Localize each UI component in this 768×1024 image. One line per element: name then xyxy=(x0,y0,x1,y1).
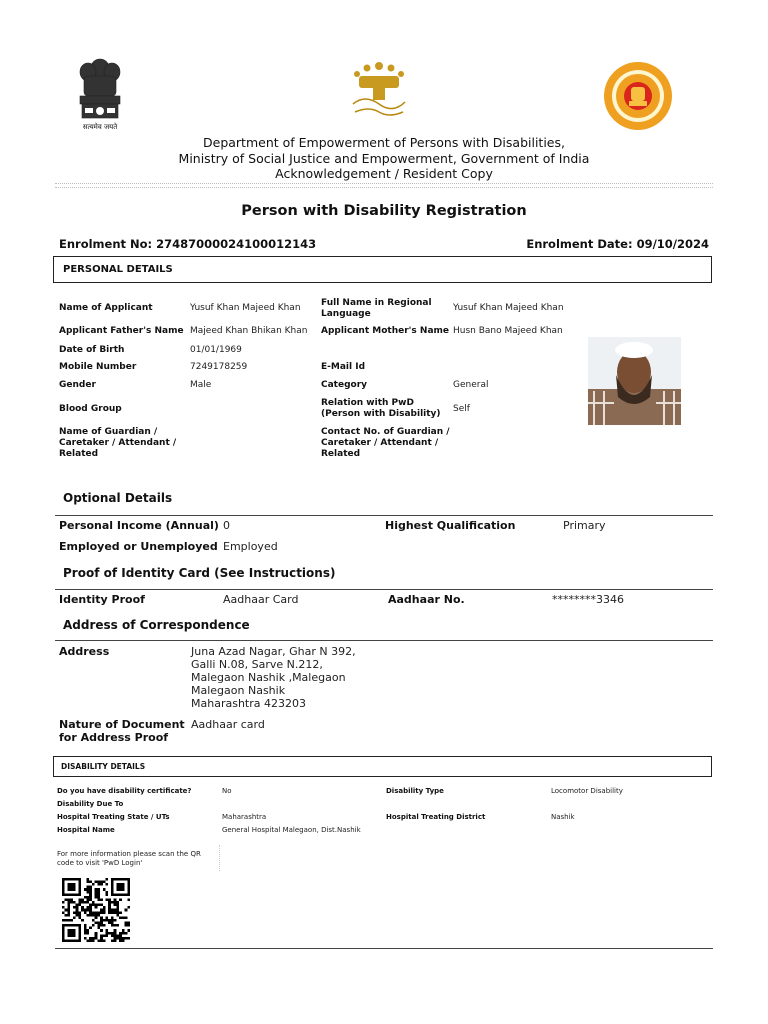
state-seal-logo xyxy=(601,61,675,131)
hospital-district-label: Hospital Treating District xyxy=(386,813,486,821)
relation-label: Relation with PwD (Person with Disability) xyxy=(321,398,441,419)
mobile-label: Mobile Number xyxy=(59,362,137,372)
applicant-name-label: Name of Applicant xyxy=(59,303,153,313)
aadhaar-value: ********3346 xyxy=(552,593,624,606)
hospital-name-label: Hospital Name xyxy=(57,826,115,834)
dob-label: Date of Birth xyxy=(59,345,125,355)
address-doc-value: Aadhaar card xyxy=(191,718,265,731)
certificate-label: Do you have disability certificate? xyxy=(57,787,192,795)
qr-note: For more information please scan the QR code to visit 'PwD Login' xyxy=(57,850,201,867)
regional-name-label: Full Name in Regional Language xyxy=(321,298,432,319)
category-label: Category xyxy=(321,380,368,390)
mobile-value: 7249178259 xyxy=(190,362,248,372)
divider xyxy=(219,845,220,871)
email-label: E-Mail Id xyxy=(321,362,366,372)
hospital-name-value: General Hospital Malegaon, Dist.Nashik xyxy=(222,826,361,834)
address-doc-label-1: Nature of Document xyxy=(59,718,185,731)
address-line-4: Malegaon Nashik xyxy=(191,684,286,697)
disability-due-label: Disability Due To xyxy=(57,800,124,808)
section-heading: DISABILITY DETAILS xyxy=(61,762,146,771)
certificate-value: No xyxy=(222,787,232,795)
guardian-contact-label: Contact No. of Guardian / Caretaker / Attendant / Related xyxy=(321,427,450,459)
page-title: Person with Disability Registration xyxy=(241,203,527,219)
mother-name-label: Applicant Mother's Name xyxy=(321,326,449,336)
regional-name-value: Yusuf Khan Majeed Khan xyxy=(453,303,564,313)
father-name-label: Applicant Father's Name xyxy=(59,326,184,336)
disability-type-value: Locomotor Disability xyxy=(551,787,623,795)
address-doc-label-2: for Address Proof xyxy=(59,731,169,744)
father-name-value: Majeed Khan Bhikan Khan xyxy=(190,326,308,336)
address-line-3: Malegaon Nashik ,Malegaon xyxy=(191,671,346,684)
income-value: 0 xyxy=(223,519,230,532)
identity-proof-value: Aadhaar Card xyxy=(223,593,299,606)
income-label: Personal Income (Annual) xyxy=(59,519,219,532)
identity-proof-label: Identity Proof xyxy=(59,593,145,606)
applicant-name-value: Yusuf Khan Majeed Khan xyxy=(190,303,301,313)
section-heading: PERSONAL DETAILS xyxy=(63,264,173,275)
enrolment-date: Enrolment Date: 09/10/2024 xyxy=(526,237,709,251)
gender-value: Male xyxy=(190,380,212,390)
address-heading: Address of Correspondence xyxy=(63,618,250,632)
category-value: General xyxy=(453,380,489,390)
disability-details-header xyxy=(53,756,712,777)
divider xyxy=(55,187,713,188)
qualification-value: Primary xyxy=(563,519,606,532)
employment-value: Employed xyxy=(223,540,278,553)
enrolment-number: Enrolment No: 27487000024100012143 xyxy=(59,237,317,251)
divider xyxy=(55,948,713,949)
optional-details-heading: Optional Details xyxy=(63,491,173,505)
employment-label: Employed or Unemployed xyxy=(59,540,218,553)
applicant-photo xyxy=(588,337,681,425)
copy-type-line: Acknowledgement / Resident Copy xyxy=(275,166,493,181)
aadhaar-label: Aadhaar No. xyxy=(388,593,465,606)
address-line-5: Maharashtra 423203 xyxy=(191,697,306,710)
hospital-state-value: Maharashtra xyxy=(222,813,267,821)
divider xyxy=(55,589,713,590)
dob-value: 01/01/1969 xyxy=(190,345,242,355)
department-line-2: Ministry of Social Justice and Empowerment, Government of India xyxy=(178,151,590,166)
qualification-label: Highest Qualification xyxy=(385,519,516,532)
guardian-name-label: Name of Guardian / Caretaker / Attendant / Related xyxy=(59,427,177,459)
address-label: Address xyxy=(59,645,110,658)
hospital-state-label: Hospital Treating State / UTs xyxy=(57,813,170,821)
gender-label: Gender xyxy=(59,380,96,390)
divider xyxy=(55,515,713,516)
qr-code[interactable] xyxy=(62,878,130,942)
center-seal-logo xyxy=(345,60,413,122)
emblem-motto: सत्यमेव जयते xyxy=(82,123,118,131)
address-line-2: Galli N.08, Sarve N.212, xyxy=(191,658,323,671)
personal-details-header xyxy=(53,256,712,283)
relation-value: Self xyxy=(453,404,470,414)
mother-name-value: Husn Bano Majeed Khan xyxy=(453,326,563,336)
address-line-1: Juna Azad Nagar, Ghar N 392, xyxy=(191,645,356,658)
hospital-district-value: Nashik xyxy=(551,813,575,821)
divider xyxy=(55,640,713,641)
divider xyxy=(55,183,713,184)
national-emblem xyxy=(74,58,126,134)
department-line-1: Department of Empowerment of Persons with Disabilities, xyxy=(203,135,565,150)
disability-type-label: Disability Type xyxy=(386,787,444,795)
identity-proof-heading: Proof of Identity Card (See Instructions) xyxy=(63,566,336,580)
blood-group-label: Blood Group xyxy=(59,404,122,414)
